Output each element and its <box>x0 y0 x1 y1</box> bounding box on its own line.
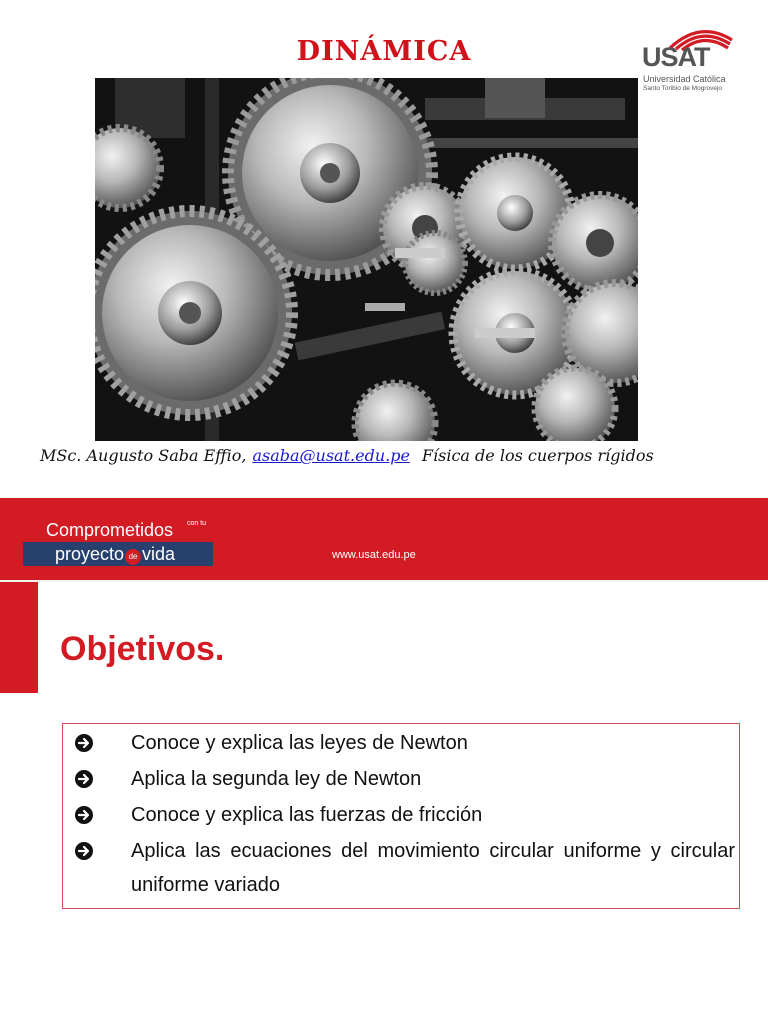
course-name: Física de los cuerpos rígidos <box>421 446 654 465</box>
arrow-right-circle-icon <box>75 770 93 788</box>
author-line <box>40 446 760 465</box>
slide-objectives <box>0 498 768 1024</box>
arrow-right-circle-icon <box>75 842 93 860</box>
objective-text: Aplica las ecuaciones del movimiento circular uniforme y circular uniforme variado <box>131 840 735 896</box>
arrow-right-circle-icon <box>75 734 93 752</box>
left-accent-bar <box>0 582 38 693</box>
tagline-vida: vida <box>142 544 176 564</box>
slide-cover <box>0 0 768 498</box>
header-banner <box>0 498 768 580</box>
usat-logo <box>640 22 740 102</box>
gears-machinery-icon <box>95 78 638 441</box>
logo-subtitle: Universidad Católica <box>643 74 726 84</box>
gears-photo <box>95 78 638 441</box>
objectives-list <box>62 723 740 909</box>
author-email-link[interactable]: asaba@usat.edu.pe <box>252 446 410 465</box>
tagline-comprometidos: Comprometidos <box>46 520 174 540</box>
website-link[interactable]: www.usat.edu.pe <box>332 549 416 561</box>
arrow-right-circle-icon <box>75 806 93 824</box>
author-name: MSc. Augusto Saba Effio, <box>40 446 247 465</box>
objective-text: Conoce y explica las leyes de Newton <box>131 732 468 754</box>
tagline-line1 <box>46 520 207 541</box>
objectives-title: Objetivos. <box>60 630 225 668</box>
slide-title: DINÁMICA <box>296 36 472 67</box>
logo-wordmark: USAT <box>642 42 710 72</box>
logo-subtitle-2: Santo Toribio de Mogrovejo <box>643 85 723 92</box>
tagline-line2 <box>23 542 213 566</box>
tagline-de-badge: de <box>125 549 141 565</box>
objective-text: Aplica la segunda ley de Newton <box>131 768 422 790</box>
tagline-con-tu: con tu <box>187 520 207 527</box>
tagline-proyecto: proyecto <box>55 544 125 564</box>
banner-divider <box>0 580 768 582</box>
objective-text: Conoce y explica las fuerzas de fricción <box>131 804 483 826</box>
